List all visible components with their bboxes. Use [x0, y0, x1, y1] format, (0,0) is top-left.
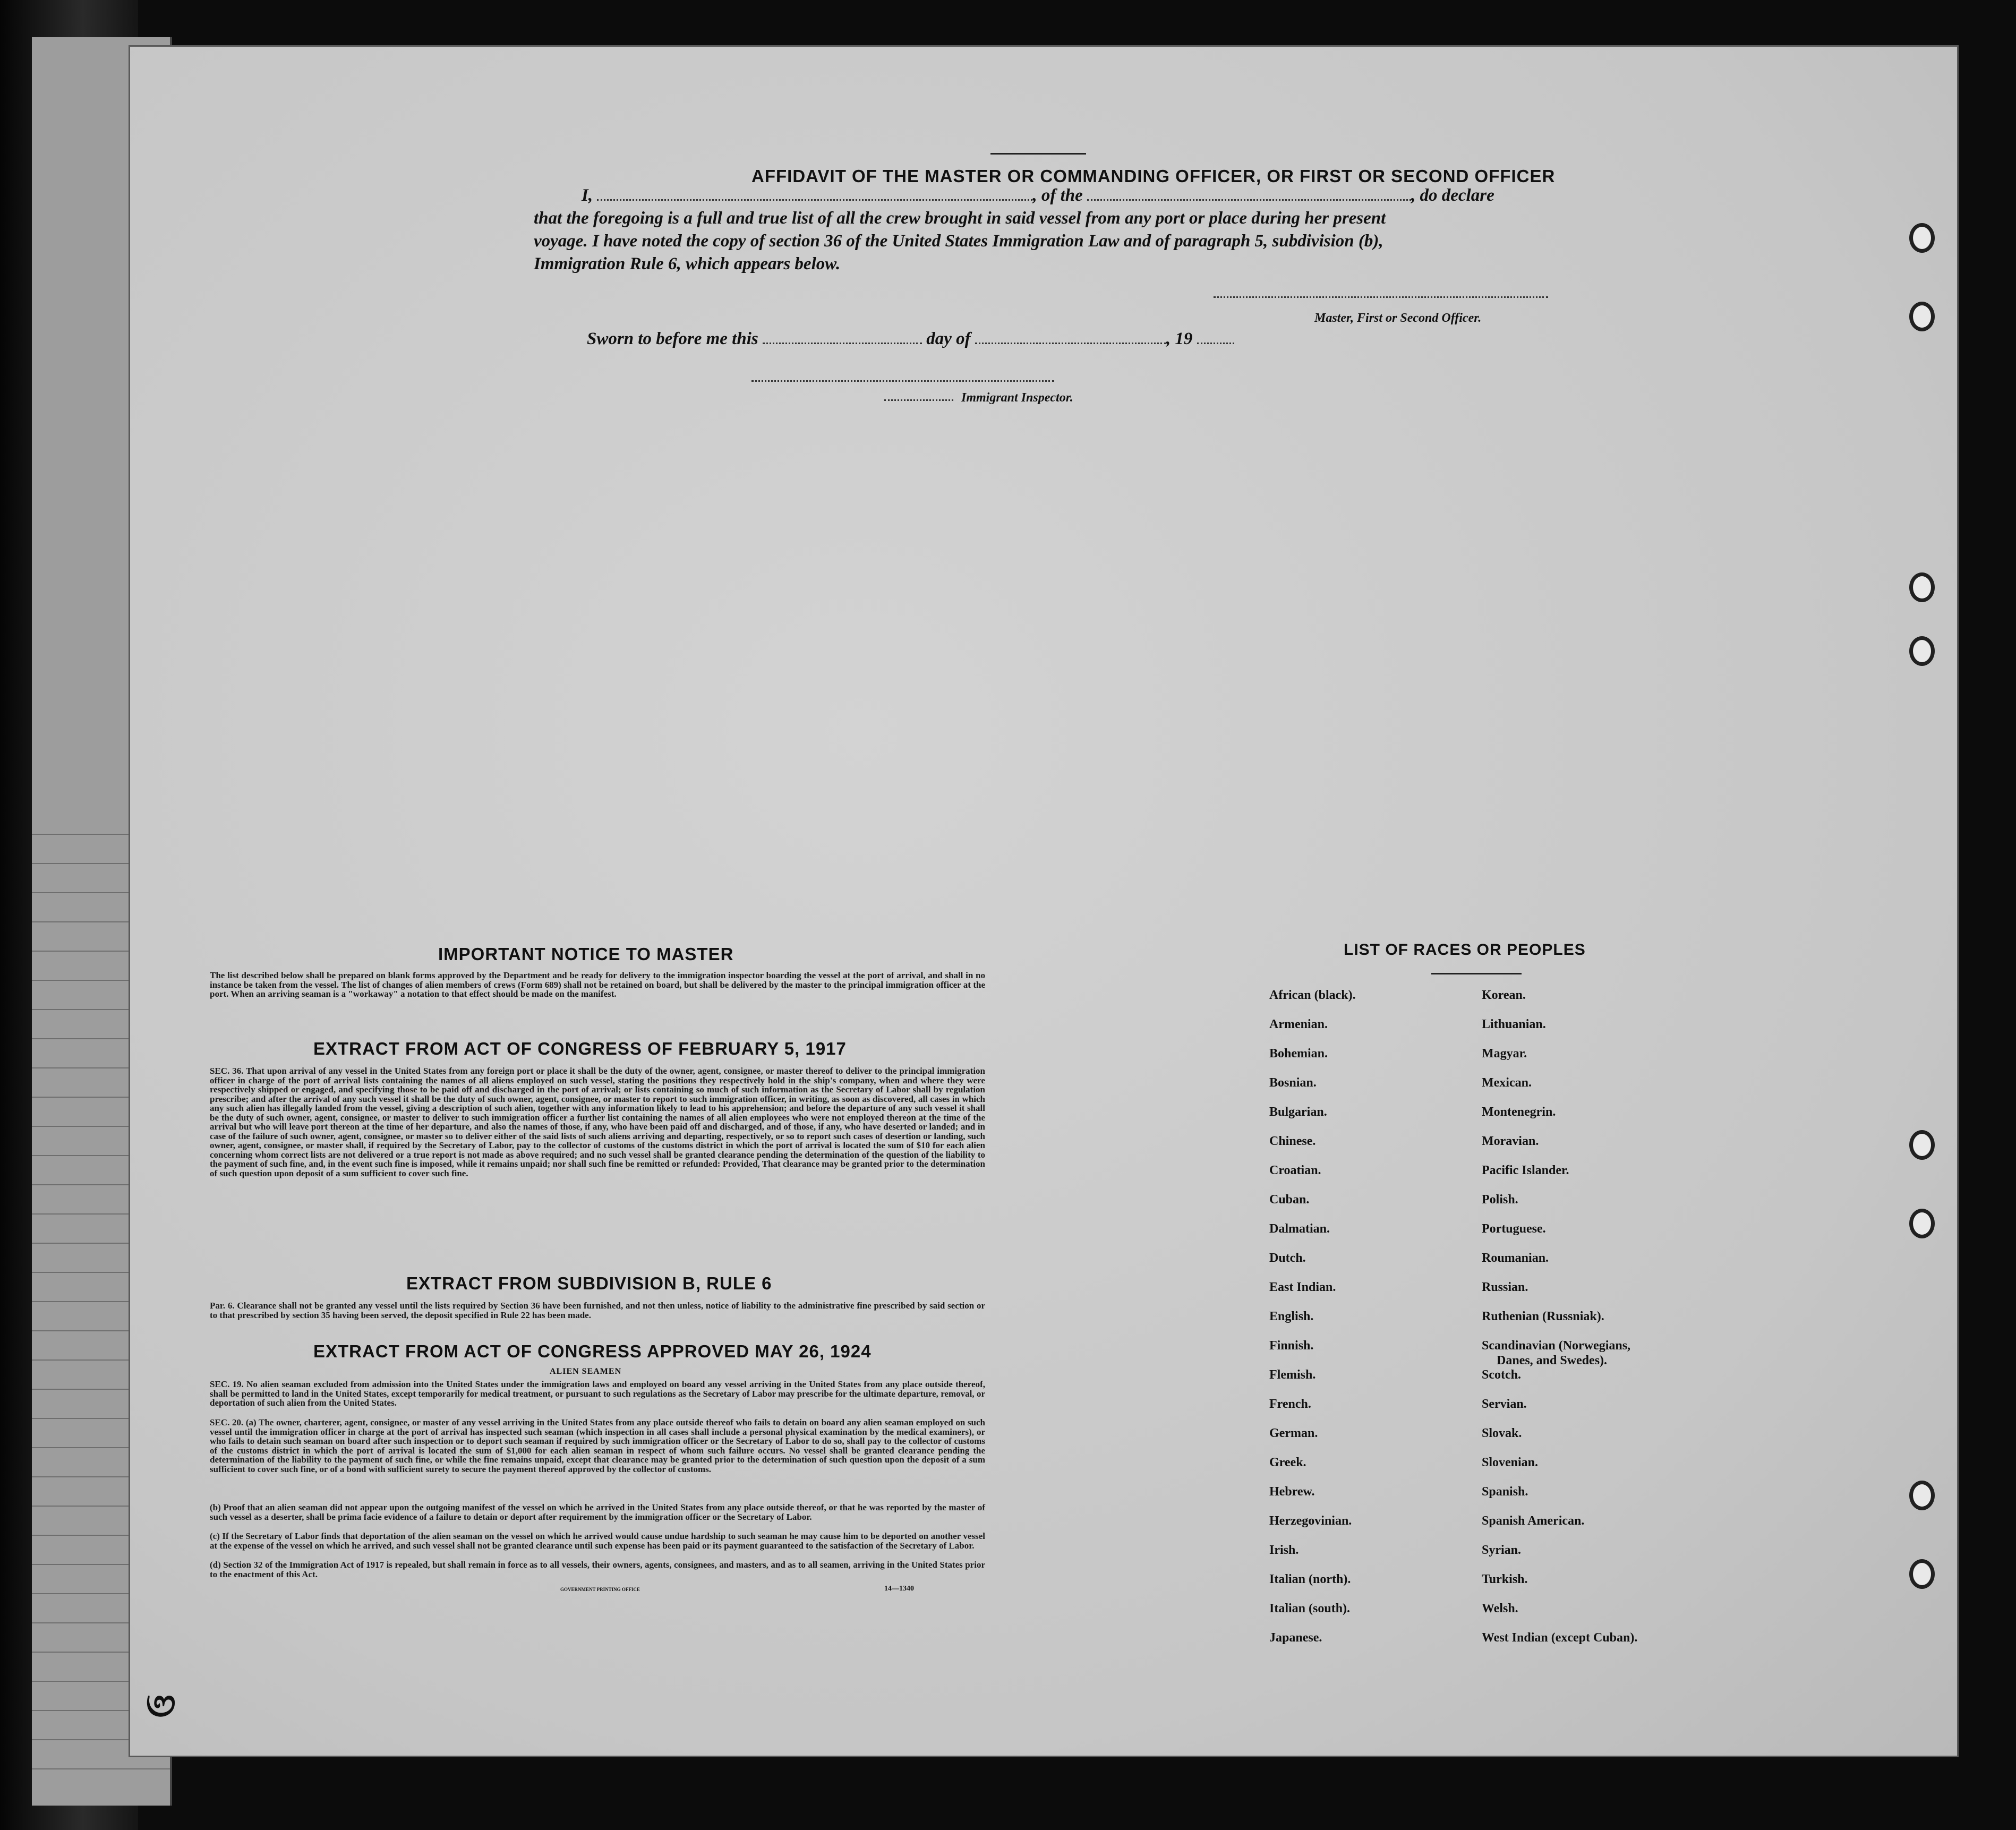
document-page — [130, 47, 1957, 1756]
race-item: West Indian (except Cuban). — [1482, 1631, 1638, 1645]
affidavit-declare: do declare — [1420, 186, 1494, 205]
races-title: LIST OF RACES OR PEOPLES — [1344, 941, 1586, 959]
extract-1924-sec19: SEC. 19. No alien seaman excluded from admission into the United States under the immigration laws and employed on board any vessel arriving in the United States from any place outside thereof, shall be permitted to land in the United States, except temporarily for medical treatment, or pursuant to such regulations as the Secretary of Labor may prescribe for the ultimate departure, removal, or deportation of such alien from the United States. — [210, 1379, 985, 1408]
race-item: Russian. — [1482, 1280, 1528, 1294]
race-item: Spanish American. — [1482, 1514, 1585, 1528]
race-item: Polish. — [1482, 1193, 1518, 1207]
sworn-line — [587, 329, 1234, 349]
race-item: Italian (south). — [1269, 1602, 1351, 1615]
inspector-signature-line[interactable] — [751, 380, 1054, 382]
sworn-day-of: day of — [926, 329, 971, 348]
race-item: Bosnian. — [1269, 1076, 1317, 1090]
punch-hole — [1909, 1209, 1935, 1238]
race-item: Montenegrin. — [1482, 1105, 1556, 1119]
race-item: Portuguese. — [1482, 1222, 1546, 1236]
sworn-year: , 19 — [1166, 329, 1193, 348]
extract-1917-body: SEC. 36. That upon arrival of any vessel in the United States from any foreign port or place it shall be the duty of the owner, agent, consignee, or master thereof to deliver to the principal immigration officer in charge of the port of arrival lists containing the names of all aliens employed on such vessel, stating the positions they respectively hold in the ship's company, when and where they were respectively shipped or engaged, and specifying those to be paid off and discharged in the port of arrival; or lists containing so much of such information as the Secretary of Labor shall by regulation prescribe; and after the arrival of any such vessel it shall be the duty of such owner, agent, consignee, or master to report to such immigration officer, in writing, as soon as discovered, all cases in which any such alien has illegally landed from the vessel, giving a description of such alien, together with any information likely to lead to his apprehension; and before the departure of any such vessel it shall be the duty of such owner, agent, consignee, or master to deliver to such immigration officer a further list containing the names of all alien employees who were not employed thereon at the time of the arrival but who will leave port thereon at the time of her departure, and also the names of those, if any, who have been paid off and discharged, and of those, if any, who have deserted or landed; and in case of the failure of such owner, agent, consignee, or master so to deliver either of the said lists of such aliens arriving and departing, respectively, or so to report such cases of desertion or landing, such owner, agent, consignee, or master shall, if required by the Secretary of Labor, pay to the collector of customs of the customs district in which the port of arrival is located the sum of $10 for each alien concerning whom correct lists are not delivered or a true report is not made as above required; and no such vessel shall be granted clearance pending the determination of the question of the liability to the payment of such fine, and, in the event such fine is imposed, while it remains unpaid; nor shall such fine be remitted or refunded: Provided, That clearance may be granted prior to the determination of such question upon deposit of a sum sufficient to cover such fine. — [210, 1066, 985, 1178]
extract-1924-sec20b: (b) Proof that an alien seaman did not appear upon the outgoing manifest of the vessel on which he arrived in the United States from any place outside thereof, or that he was reported by the master of such vessel as a deserter, shall be prima facie evidence of a failure to detain or deport after requirement by the immigration officer or the Secretary of Labor. — [210, 1502, 985, 1522]
race-item: Spanish. — [1482, 1485, 1528, 1499]
race-item: German. — [1269, 1426, 1318, 1440]
race-item: Lithuanian. — [1482, 1017, 1546, 1031]
extract-1924-sec20d: (d) Section 32 of the Immigration Act of 1917 is repealed, but shall remain in force as to all vessels, their owners, agents, consignees, and masters, and as to all seamen, arriving in the United States prior to the enactment of this Act. — [210, 1560, 985, 1579]
race-item: Moravian. — [1482, 1134, 1539, 1148]
form-number: 14—1340 — [884, 1585, 914, 1593]
race-item: Mexican. — [1482, 1076, 1532, 1090]
race-item: East Indian. — [1269, 1280, 1336, 1294]
sworn-day-blank[interactable] — [763, 343, 922, 344]
race-item: Slovenian. — [1482, 1456, 1539, 1469]
race-item: Ruthenian (Russniak). — [1482, 1310, 1604, 1323]
race-item: Syrian. — [1482, 1543, 1522, 1557]
punch-hole — [1909, 572, 1935, 602]
extract-1924-title: EXTRACT FROM ACT OF CONGRESS APPROVED MAY 26, 1924 — [313, 1341, 872, 1361]
officer-caption: Master, First or Second Officer. — [1314, 311, 1482, 325]
punch-hole — [1909, 1130, 1935, 1160]
race-item: Greek. — [1269, 1456, 1306, 1469]
sworn-prefix: Sworn to before me this — [587, 329, 758, 348]
race-item: English. — [1269, 1310, 1314, 1323]
race-item: Irish. — [1269, 1543, 1299, 1557]
vessel-blank[interactable] — [1087, 199, 1411, 201]
race-item: Herzegovinian. — [1269, 1514, 1352, 1528]
race-item: Magyar. — [1482, 1047, 1527, 1061]
race-item: Hebrew. — [1269, 1485, 1315, 1499]
race-item: Armenian. — [1269, 1017, 1328, 1031]
extract-1924-subtitle: ALIEN SEAMEN — [550, 1367, 622, 1376]
notice-title: IMPORTANT NOTICE TO MASTER — [438, 944, 734, 964]
inspector-signature-line-2 — [884, 399, 953, 401]
extract-rule6-body: Par. 6. Clearance shall not be granted any vessel until the lists required by Section 36 have been furnished, and not then unless, notice of liability to the administrative fine prescribed by said section or to that prescribed by section 35 having been served, the deposit specified in Rule 22 has been made. — [210, 1301, 985, 1320]
printer-line: GOVERNMENT PRINTING OFFICE — [560, 1587, 640, 1592]
race-item: Finnish. — [1269, 1339, 1314, 1353]
race-item: Roumanian. — [1482, 1251, 1549, 1265]
extract-1917-title: EXTRACT FROM ACT OF CONGRESS OF FEBRUARY 5, 1917 — [313, 1039, 847, 1058]
officer-signature-line[interactable] — [1214, 296, 1548, 298]
race-item: Croatian. — [1269, 1164, 1321, 1177]
punch-hole — [1909, 223, 1935, 253]
race-item: Turkish. — [1482, 1572, 1528, 1586]
race-item: Bohemian. — [1269, 1047, 1328, 1061]
race-item: Dalmatian. — [1269, 1222, 1330, 1236]
extract-rule6-title: EXTRACT FROM SUBDIVISION B, RULE 6 — [406, 1273, 772, 1293]
affidavit-title: AFFIDAVIT OF THE MASTER OR COMMANDING OFFICER, OR FIRST OR SECOND OFFICER — [751, 166, 1556, 186]
extract-1924-sec20a: SEC. 20. (a) The owner, charterer, agent, consignee, or master of any vessel arriving in the United States from any place outside thereof who fails to detain on board any alien seaman employed on such vessel until the immigration officer in charge at the port of arrival has inspected such seaman (which inspection in all cases shall include a personal physical examination by the medical examiners), or who fails to detain such seaman on board after such inspection or to deport such seaman if required by such immigration officer or the Secretary of Labor to do so, shall pay to the collector of customs of the customs district in which the port of arrival is located the sum of $1,000 for each alien seaman in respect of whom such failure occurs. No vessel shall be granted clearance pending the determination of the liability to the payment of such fine, or while the fine remains unpaid, except that clearance may be granted prior to the determination of such question upon the deposit of a sum sufficient to cover such fine, or of a bond with sufficient surety to secure the payment thereof approved by the collector of customs. — [210, 1417, 985, 1474]
race-item: Welsh. — [1482, 1602, 1518, 1615]
race-item: French. — [1269, 1397, 1311, 1411]
punch-hole — [1909, 636, 1935, 666]
punch-hole — [1909, 302, 1935, 331]
race-item: Dutch. — [1269, 1251, 1306, 1265]
race-item: African (black). — [1269, 988, 1356, 1002]
races-divider — [1431, 973, 1522, 974]
race-item: Danes, and Swedes). — [1497, 1354, 1608, 1367]
affidavit-line-1: I, , of the , do declare — [582, 186, 1494, 205]
race-item: Pacific Islander. — [1482, 1164, 1569, 1177]
race-item: Flemish. — [1269, 1368, 1316, 1382]
affidavit-of-the: of the — [1041, 186, 1083, 205]
title-divider — [990, 153, 1086, 155]
corner-handwriting: ઉ — [143, 1691, 183, 1721]
name-blank[interactable] — [597, 199, 1032, 201]
race-item: Cuban. — [1269, 1193, 1310, 1207]
inspector-caption: Immigrant Inspector. — [961, 391, 1073, 405]
race-item: Scotch. — [1482, 1368, 1521, 1382]
affidavit-i: I, — [582, 186, 593, 205]
race-item: Servian. — [1482, 1397, 1527, 1411]
race-item: Korean. — [1482, 988, 1526, 1002]
race-item: Scandinavian (Norwegians, — [1482, 1339, 1631, 1353]
race-item: Slovak. — [1482, 1426, 1522, 1440]
sworn-month-blank[interactable] — [975, 343, 1166, 344]
notice-body: The list described below shall be prepared on blank forms approved by the Department and be ready for delivery to the immigration inspector boarding the vessel at the port of arrival, and shall in no instance be taken from the vessel. The list of changes of alien members of crews (Form 689) shall not be retained on board, but shall be delivered by the master to the principal immigration officer at the port. When an arriving seaman is a "workaway" a notation to that effect should be made on the manifest. — [210, 970, 985, 999]
sworn-year-blank[interactable] — [1197, 343, 1234, 344]
underlying-page-rule — [32, 1768, 170, 1769]
punch-hole — [1909, 1559, 1935, 1589]
race-item: Japanese. — [1269, 1631, 1322, 1645]
race-item: Italian (north). — [1269, 1572, 1351, 1586]
punch-hole — [1909, 1481, 1935, 1510]
race-item: Bulgarian. — [1269, 1105, 1327, 1119]
affidavit-line-4: Immigration Rule 6, which appears below. — [534, 254, 841, 273]
affidavit-line-3: voyage. I have noted the copy of section 36 of the United States Immigration Law and of paragraph 5, subdivision (b), — [534, 232, 1383, 251]
affidavit-line-2: that the foregoing is a full and true list of all the crew brought in said vessel from any port or place during her present — [534, 209, 1386, 228]
race-item: Chinese. — [1269, 1134, 1316, 1148]
extract-1924-sec20c: (c) If the Secretary of Labor finds that deportation of the alien seaman on the vessel on which he arrived would cause undue hardship to such seaman he may cause him to be deported on another vessel at the expense of the vessel on which he arrived, and such vessel shall not be granted clearance until such expense has been paid or its payment guaranteed to the satisfaction of the Secretary of Labor. — [210, 1531, 985, 1551]
